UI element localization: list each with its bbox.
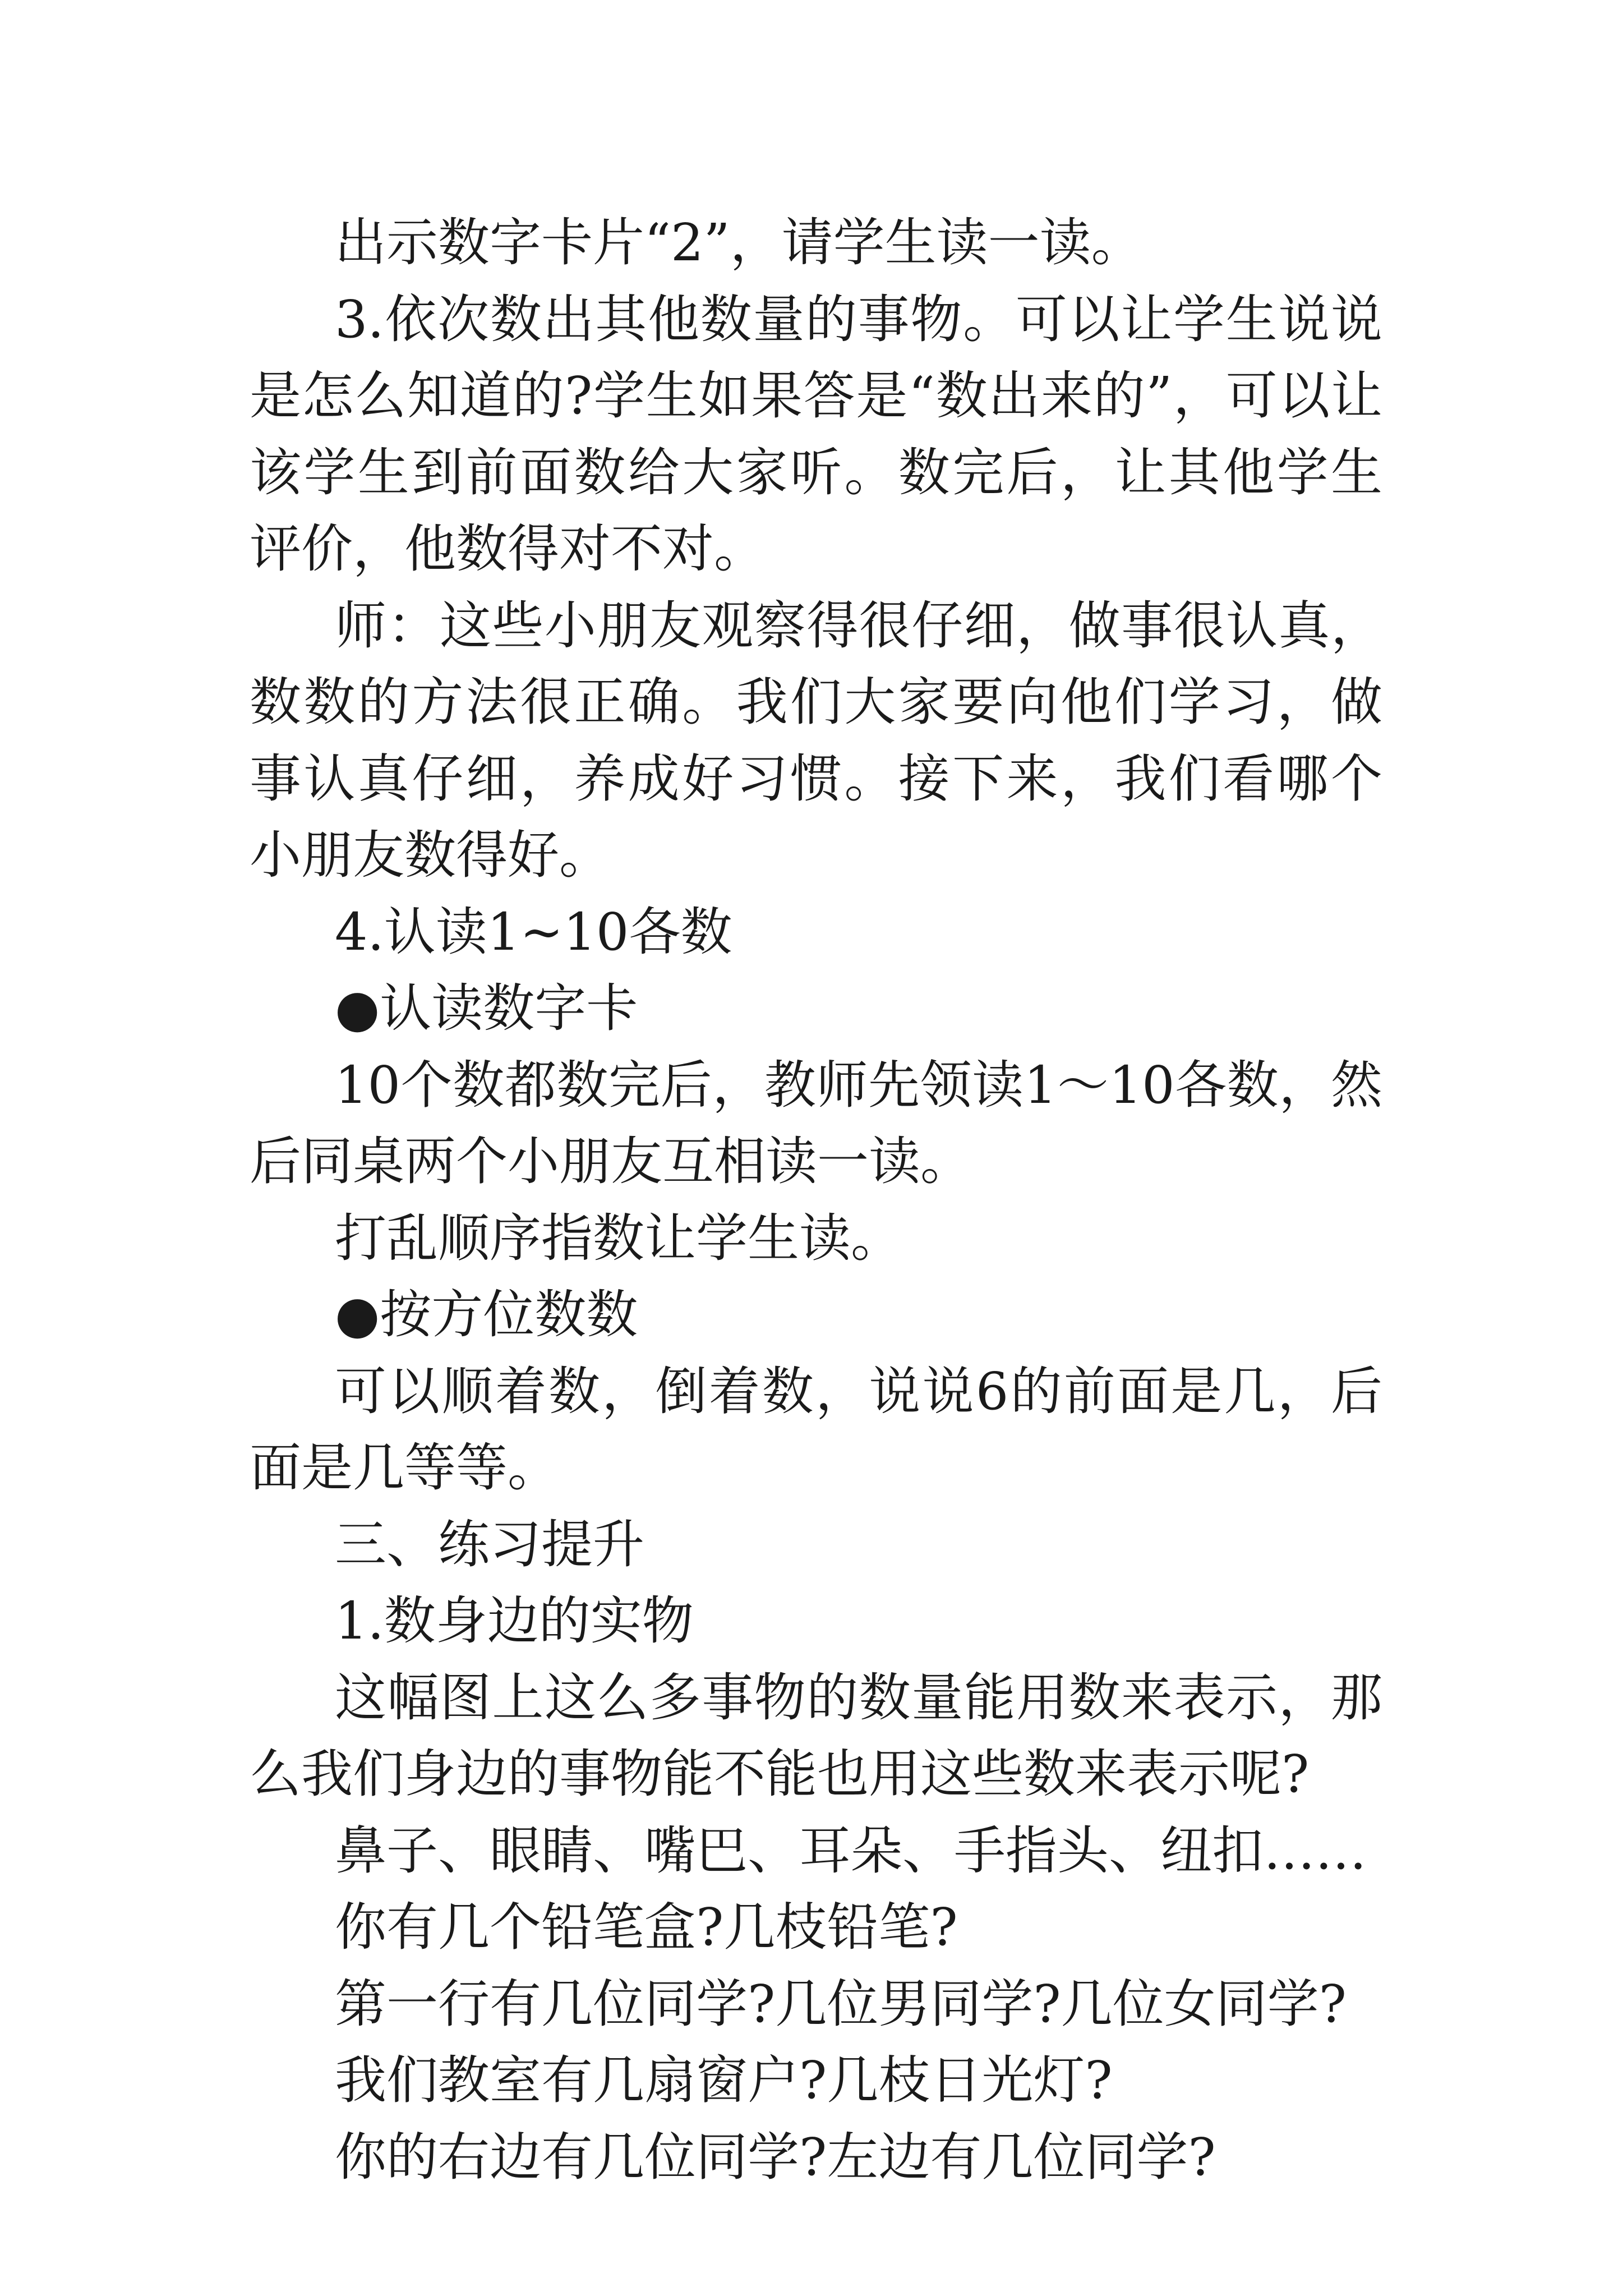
paragraph-count-forward-backward: 可以顺着数，倒着数，说说6的前面是几，后面是几等等。 — [250, 1361, 1382, 1498]
paragraph-step-4-heading: 4.认读1~10各数 — [335, 901, 732, 962]
section-heading-practice: 三、练习提升 — [335, 1514, 645, 1575]
paragraph-neighbors-question: 你的右边有几位同学?左边有几位同学? — [335, 2127, 1216, 2187]
paragraph-teacher-remark: 师：这些小朋友观察得很仔细，做事很认真，数数的方法很正确。我们大家要向他们学习，做事认真仔细，养成好习惯。接下来，我们看哪个小朋友数得好。 — [250, 595, 1382, 885]
paragraph-classroom-question: 我们教室有几扇窗户?几枝日光灯? — [335, 2050, 1113, 2110]
paragraph-body-parts: 鼻子、眼睛、嘴巴、耳朵、手指头、纽扣…… — [335, 1820, 1367, 1881]
paragraph-first-row-question: 第一行有几位同学?几位男同学?几位女同学? — [335, 1973, 1347, 2034]
paragraph-step-3: 3.依次数出其他数量的事物。可以让学生说说是怎么知道的?学生如果答是“数出来的”，可以让该学生到前面数给大家听。数完后，让其他学生评价，他数得对不对。 — [250, 289, 1382, 579]
paragraph-picture-question: 这幅图上这么多事物的数量能用数来表示，那么我们身边的事物能不能也用这些数来表示呢? — [250, 1667, 1382, 1804]
paragraph-read-numbers: 10个数都数完后，教师先领读1～10各数，然后同桌两个小朋友互相读一读。 — [250, 1055, 1382, 1191]
paragraph-pencil-question: 你有几个铅笔盒?几枝铅笔? — [335, 1897, 958, 1957]
paragraph-show-card: 出示数字卡片“2”，请学生读一读。 — [335, 213, 1143, 273]
document-body — [250, 205, 1382, 2196]
paragraph-bullet-directional-count: ●按方位数数 — [335, 1285, 638, 1345]
paragraph-random-order: 打乱顺序指数让学生读。 — [335, 1208, 903, 1268]
paragraph-count-objects-heading: 1.数身边的实物 — [335, 1591, 694, 1651]
paragraph-bullet-read-cards: ●认读数字卡 — [335, 978, 638, 1038]
